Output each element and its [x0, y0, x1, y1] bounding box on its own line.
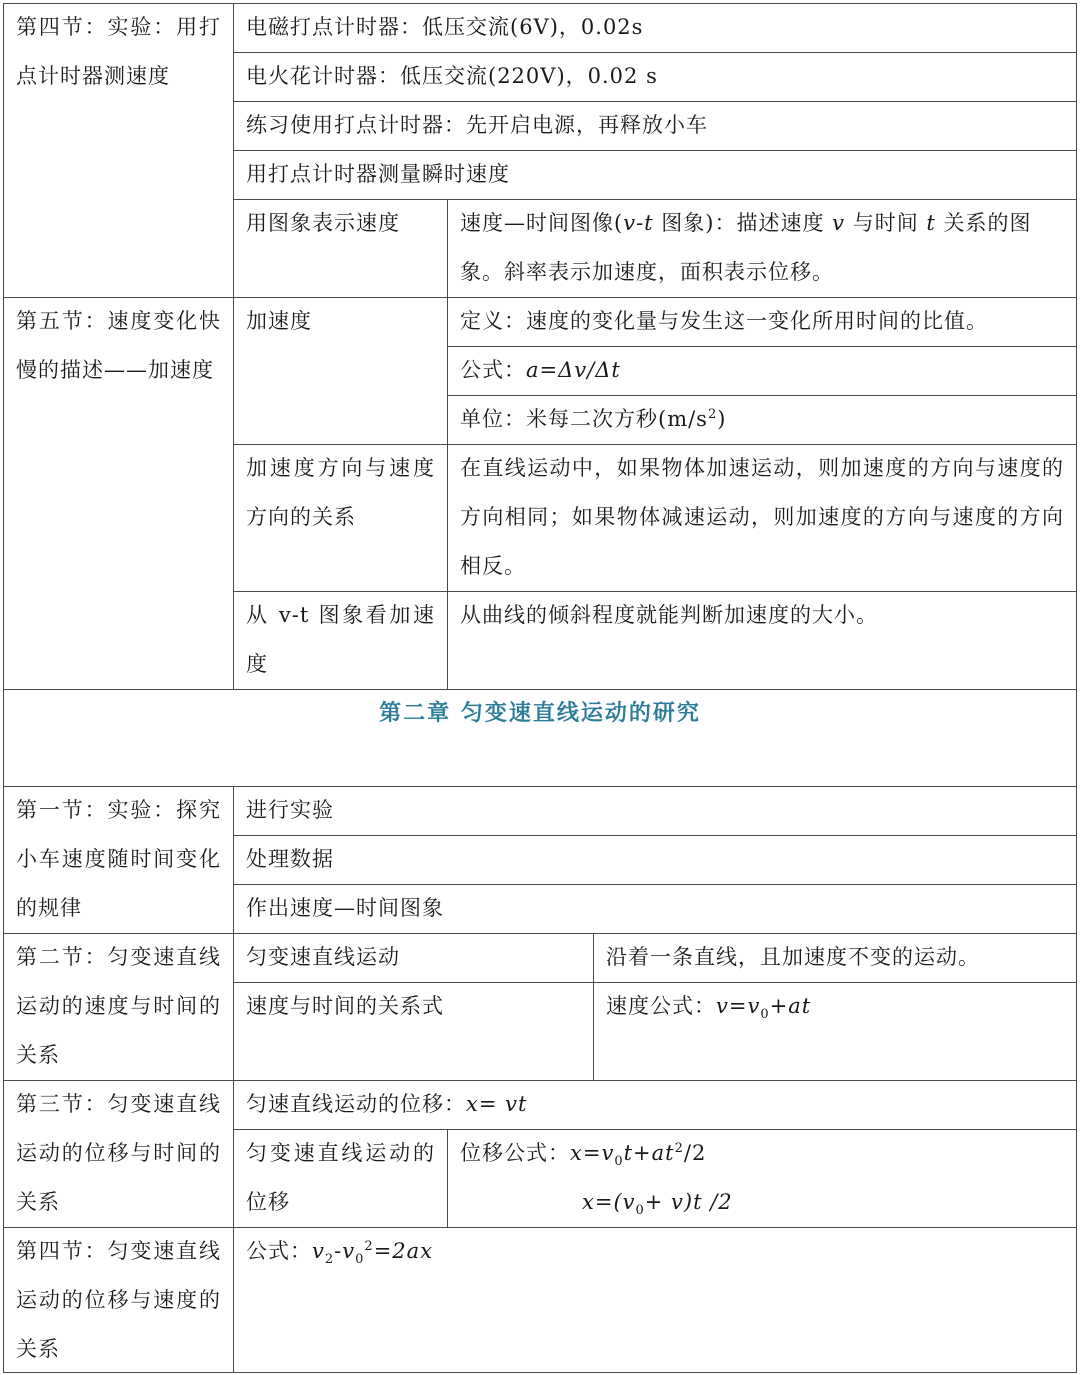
- vt-description: 从曲线的倾斜程度就能判断加速度的大小。: [460, 603, 878, 627]
- direction-topic: 加速度方向与速度方向的关系: [246, 456, 435, 529]
- electromagnetic-timer-text: 电磁打点计时器：低压交流(6V)，0.02s: [246, 15, 644, 39]
- section-title-cell: [3, 3, 234, 298]
- vt-graph-description: 速度—时间图像(v-t 图象)：描述速度 v 与时间 t 关系的图象。斜率表示加速度，面积表示位移。: [460, 211, 1032, 284]
- row-cell: [233, 835, 1077, 885]
- desc-cell: [233, 1227, 1077, 1373]
- section-title-cell: [3, 1080, 234, 1228]
- row-cell: [233, 786, 1077, 836]
- acceleration-formula: 公式：a=Δv/Δt: [460, 358, 621, 382]
- topic-cell: [233, 1129, 448, 1228]
- section-title-cell: [3, 933, 234, 1081]
- section-title-cell: [3, 297, 234, 690]
- uniform-displacement: 匀速直线运动的位移：x= vt: [246, 1092, 528, 1116]
- graph-topic: 用图象表示速度: [246, 211, 400, 235]
- section-title-cell: [3, 786, 234, 934]
- instant-speed-text: 用打点计时器测量瞬时速度: [246, 162, 510, 186]
- section-title: 第二节：匀变速直线运动的速度与时间的关系: [16, 945, 221, 1067]
- row-cell: [233, 52, 1077, 102]
- relation-topic: 速度与时间的关系式: [246, 994, 444, 1018]
- desc-cell: [447, 591, 1077, 690]
- section-title: 第四节：实验：用打点计时器测速度: [16, 15, 221, 88]
- chapter-heading: 第二章 匀变速直线运动的研究: [379, 700, 701, 726]
- uniform-motion-description: 沿着一条直线，且加速度不变的运动。: [606, 945, 980, 969]
- acceleration-definition: 定义：速度的变化量与发生这一变化所用时间的比值。: [460, 309, 988, 333]
- displacement-formulas: [460, 1129, 1064, 1227]
- desc-cell: [447, 297, 1077, 347]
- velocity-displacement-formula: 公式：$v_2-v_0^2=2ax$: [246, 1239, 434, 1268]
- topic-cell: [233, 444, 448, 592]
- section-title: 第五节：速度变化快慢的描述——加速度: [16, 309, 221, 382]
- experiment-step: 作出速度—时间图象: [246, 896, 444, 920]
- section-title: 第三节：匀变速直线运动的位移与时间的关系: [16, 1092, 221, 1214]
- row-cell: [233, 1080, 1077, 1130]
- topic-cell: [233, 982, 594, 1081]
- acceleration-topic: 加速度: [246, 309, 312, 333]
- section-title-cell: [3, 1227, 234, 1373]
- topic-cell: [233, 199, 448, 298]
- desc-cell: [447, 199, 1077, 298]
- topic-cell: [233, 591, 448, 690]
- experiment-step: 处理数据: [246, 847, 334, 871]
- desc-cell: [447, 395, 1077, 445]
- experiment-step: 进行实验: [246, 798, 334, 822]
- spark-timer-text: 电火花计时器：低压交流(220V)，0.02 s: [246, 64, 658, 88]
- desc-cell: [447, 346, 1077, 396]
- acceleration-unit: 单位：米每二次方秒$(m/s^2)$: [460, 407, 727, 431]
- uniform-motion-topic: 匀变速直线运动: [246, 945, 400, 969]
- displacement-formula-2: $x=(v_0+ v)t$ /2: [582, 1190, 733, 1219]
- chapter-heading-cell: [3, 689, 1077, 787]
- row-cell: [233, 3, 1077, 53]
- desc-cell: [447, 1129, 1077, 1228]
- desc-cell: [593, 982, 1077, 1081]
- row-cell: [233, 884, 1077, 934]
- variable-displacement-topic: 匀变速直线运动的位移: [246, 1141, 435, 1214]
- direction-description: 在直线运动中，如果物体加速运动，则加速度的方向与速度的方向相同；如果物体减速运动，则加速度的方向与速度的方向相反。: [460, 456, 1064, 578]
- topic-cell: [233, 297, 448, 445]
- row-cell: [233, 150, 1077, 200]
- section-title: 第四节：匀变速直线运动的位移与速度的关系: [16, 1239, 221, 1361]
- physics-notes-table: [3, 3, 1077, 1373]
- section-title: 第一节：实验：探究小车速度随时间变化的规律: [16, 798, 221, 920]
- displacement-formula-1: 位移公式：$x=v_0t+at^2/2$: [460, 1141, 707, 1170]
- desc-cell: [593, 933, 1077, 983]
- row-cell: [233, 101, 1077, 151]
- topic-cell: [233, 933, 594, 983]
- velocity-formula: 速度公式：$v=v_0+at$: [606, 994, 812, 1023]
- timer-usage-text: 练习使用打点计时器：先开启电源，再释放小车: [246, 113, 708, 137]
- desc-cell: [447, 444, 1077, 592]
- vt-topic: 从 v-t 图象看加速度: [246, 603, 435, 676]
